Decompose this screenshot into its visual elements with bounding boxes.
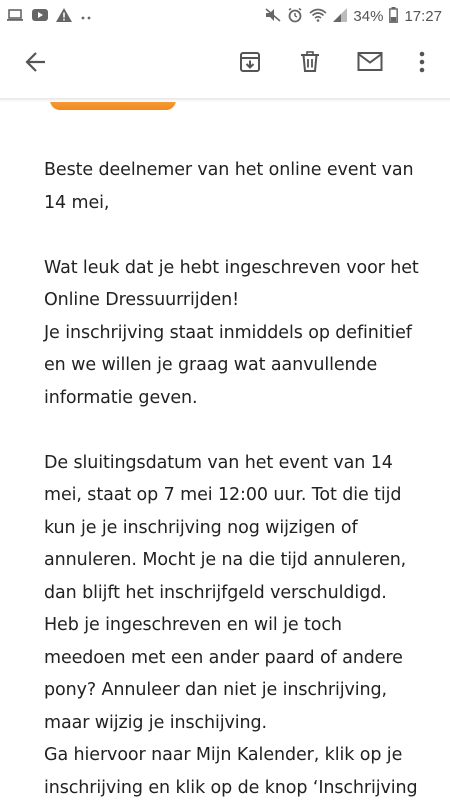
status-left [6,8,92,24]
email-body[interactable] [0,102,450,800]
text-line: Ga hiervoor naar Mijn Kalender, klik op je [44,745,403,765]
app-bar [0,32,450,98]
text-line: en we willen je graag wat aanvullende [44,355,378,375]
battery-percent: 34% [353,7,384,25]
text-line: meedoen met een ander paard of andere [44,647,403,668]
text-line: Online Dressuurrijden! [44,290,240,310]
archive-icon [238,50,262,79]
laptop-icon [6,8,24,24]
text-line: Wat leuk dat je hebt ingeschreven voor het [44,257,419,278]
delete-icon [298,50,322,79]
mail-icon [357,51,383,78]
delete-button[interactable] [290,44,330,84]
text-line: 14 mei, [44,192,110,213]
text-line: annuleren. Mocht je na die tijd annuleren, [44,550,407,570]
text-line: pony? Annuleer dan niet je inschrijving, [44,680,388,700]
text-line: maar wijzig je inschijving. [44,712,267,733]
text-line: De sluitingsdatum van het event van 14 [44,452,393,473]
youtube-icon [32,9,48,23]
text-line: Heb je ingeschreven en wil je toch [44,615,342,635]
warning-icon [56,8,72,24]
closing-date-paragraph [44,447,424,800]
mark-unread-button[interactable] [350,44,390,84]
alarm-icon [287,7,303,25]
text-line: inschrijving en klik op de knop ‘Inschrijving [44,777,418,798]
archive-button[interactable] [230,44,270,84]
text-line: Beste deelnemer van het online event van [44,160,414,180]
more-vert-icon [419,51,425,78]
text-line: dan blijft het inschrijfgeld verschuldigd. [44,582,387,603]
intro-paragraph [44,252,424,415]
more-options-button[interactable] [402,44,442,84]
text-line: kun je je inschrijving nog wijzigen of [44,517,358,538]
signal-icon [333,8,347,24]
greeting-paragraph [44,154,424,219]
more-notifications-icon [80,9,92,23]
clock: 17:27 [404,7,442,25]
email-header-button[interactable] [50,102,176,110]
back-arrow-icon [24,50,48,79]
text-line: mei, staat op 7 mei 12:00 uur. Tot die tijd [44,485,402,505]
battery-icon [389,7,398,25]
status-bar [0,0,450,32]
text-line: informatie geven. [44,387,198,408]
mute-icon [265,8,281,24]
wifi-icon [309,8,327,24]
text-line: Je inschrijving staat inmiddels op definitief [44,322,412,343]
status-right [265,7,442,25]
back-button[interactable] [16,44,56,84]
email-text [44,154,424,800]
